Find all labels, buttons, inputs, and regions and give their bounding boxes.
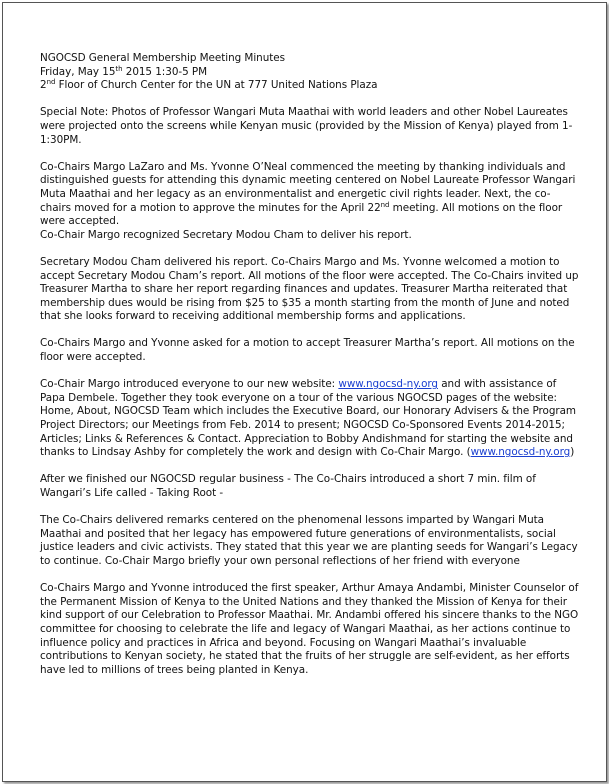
- website-link[interactable]: www.ngocsd-ny.org: [338, 378, 438, 391]
- paragraph-special-note: Special Note: Photos of Professor Wangari Muta Maathai with world leaders and other Nobel Laureates were projected onto the screens while Kenyan music (provided by the Mission of Kenya) played from 1-1:30PM.: [40, 106, 573, 146]
- document-title: NGOCSD General Membership Meeting Minutes: [40, 52, 285, 64]
- paragraph-secretary-recognition: Co-Chair Margo recognized Secretary Modou Cham to deliver his report.: [40, 228, 412, 241]
- header-block: [40, 52, 580, 93]
- document-page: [2, 2, 607, 782]
- paragraph-film: After we finished our NGOCSD regular business - The Co-Chairs introduced a short 7 min. film of Wangari’s Life called - Taking Root -: [40, 473, 536, 499]
- website-link-secondary[interactable]: www.ngocsd-ny.org: [470, 446, 571, 459]
- paragraph-treasurer-report: Co-Chairs Margo and Yvonne asked for a motion to accept Treasurer Martha’s report. All motions on the floor were accepted.: [40, 337, 575, 364]
- paragraph-opening: Co-Chairs Margo LaZaro and Ms. Yvonne O’Neal commenced the meeting by thanking individuals and distinguished guests for attending this dynamic meeting centered on Nobel Laureate Professor Wangari Muta Maathai and her legacy as an environmentalist and energetic civil rights leader. Next, the co-chairs moved for a motion to approve the minutes for the April 22nd meeting. All motions on the floor were accepted. Co-Chair Margo recognized Secretary Modou Cham to deliver his report.: [40, 161, 580, 243]
- paragraph-remarks: The Co-Chairs delivered remarks centered on the phenomenal lessons imparted by Wangari Muta Maathai and posited that her legacy has empowered future generations of environmentalists, social justice leaders and civic activists. They stated that this year we are planting seeds for Wangari’s Legacy to continue. Co-Chair Margo briefly your own personal reflections of her friend with everyone: [40, 514, 578, 567]
- meeting-location: 2nd Floor of Church Center for the UN at 777 United Nations Plaza: [40, 78, 378, 92]
- document-body: [40, 52, 580, 691]
- paragraph-secretary-report: Secretary Modou Cham delivered his report. Co-Chairs Margo and Ms. Yvonne welcomed a motion to accept Secretary Modou Cham’s report. All motions of the floor were accepted. The Co-Chairs invited up Treasurer Martha to share her report regarding finances and updates. Treasurer Martha reiterated that membership dues would be rising from $25 to $35 a month starting from the month of June and noted that she looks forward to receiving additional membership forms and applications.: [40, 255, 579, 323]
- paragraph-website: Co-Chair Margo introduced everyone to our new website: www.ngocsd-ny.org and with assistance of Papa Dembele. Together they took everyone on a tour of the various NGOCSD pages of the website: Home, About, NGOCSD Team which includes the Executive Board, our Honorary Advisers & the Program Project Directors; our Meetings from Feb. 2014 to present; NGOCSD Co-Sponsored Events 2014-2015; Articles; Links & References & Contact. Appreciation to Bobby Andishmand for starting the website and thanks to Lindsay Ashby for completely the work and design with Co-Chair Margo. (www.ngocsd-ny.org): [40, 378, 577, 459]
- paragraph-first-speaker: Co-Chairs Margo and Yvonne introduced the first speaker, Arthur Amaya Andambi, Minister Counselor of the Permanent Mission of Kenya to the United Nations and they thanked the Mission of Kenya for their kind support of our Celebration to Professor Maathai. Mr. Andambi offered his sincere thanks to the NGO committee for choosing to celebrate the life and legacy of Wangari Maathai, as her actions continue to influence policy and practices in Africa and beyond. Focusing on Wangari Maathai’s invaluable contributions to Kenyan society, he stated that the fruits of her struggle are self-evident, as her efforts have led to millions of trees being planted in Kenya.: [40, 582, 579, 676]
- meeting-date: Friday, May 15th 2015 1:30-5 PM: [40, 64, 208, 78]
